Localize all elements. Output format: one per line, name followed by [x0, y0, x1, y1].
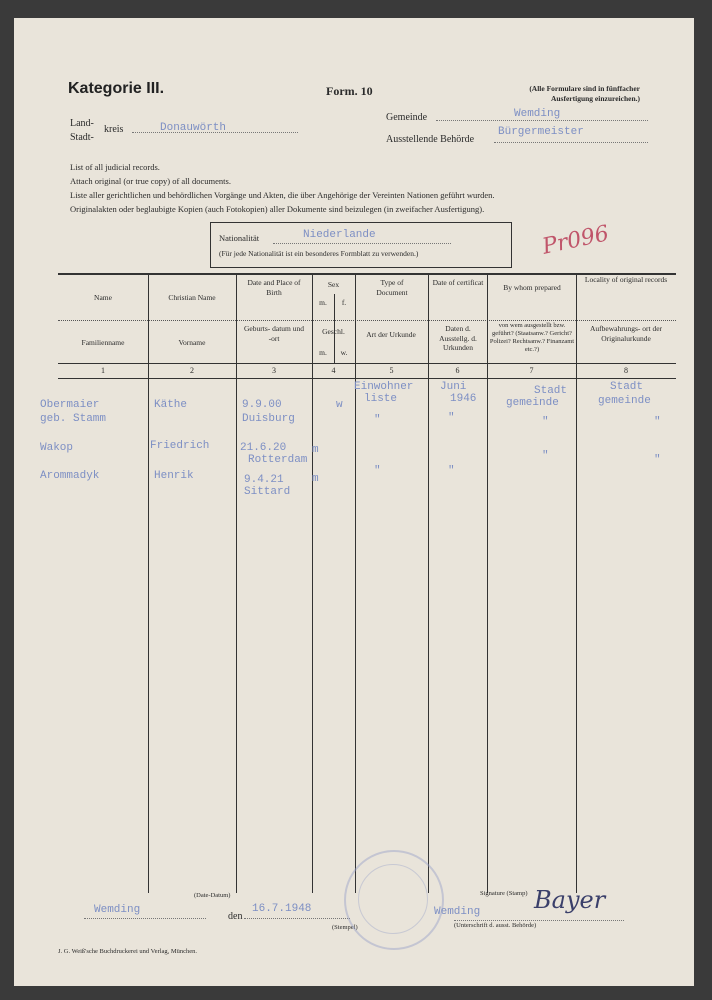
col-number: 1 [101, 366, 105, 375]
col-header-en: Date of certificat [432, 278, 484, 287]
col-header-de: Aufbewahrungs- ort der Originalurkunde [589, 324, 663, 343]
header-bottom-border [58, 363, 676, 364]
col-header-de: Daten d. Ausstellg. d. Urkunden [439, 324, 477, 352]
cell-birth: 21.6.20 [240, 442, 287, 454]
den-label: den [228, 911, 243, 922]
cell-document: " [374, 465, 381, 477]
cell-prepared-by: " [542, 416, 549, 428]
col-sex-female-en: f. [341, 298, 347, 307]
cell-birth-place: Sittard [244, 486, 291, 498]
nationality-label: Nationalität [219, 233, 260, 243]
col-header-de: Familienname [81, 338, 125, 347]
kreis-value: Donauwörth [160, 122, 227, 134]
cell-sex-male: m [312, 473, 319, 485]
cell-vorname: Käthe [154, 399, 188, 411]
cell-vorname: Henrik [154, 470, 194, 482]
instructions [70, 160, 494, 216]
signature-label-de: (Unterschrift d. ausst. Behörde) [454, 922, 537, 929]
land-label: Land- [70, 118, 94, 129]
nationality-value: Niederlande [303, 229, 376, 241]
col-header-en: Sex [327, 280, 340, 289]
instruction-line: Originalakten oder beglaubigte Kopien (auch Fotokopien) aller Dokumente sind beizulegen (in zweifacher Ausfertigung). [70, 204, 485, 214]
cell-locality: " [654, 416, 661, 428]
signature-label: Signature (Stamp) [480, 890, 528, 897]
gemeinde-label: Gemeinde [386, 112, 428, 123]
official-stamp [344, 850, 444, 950]
stempel-label: (Stempel) [332, 924, 358, 931]
instruction-line: Liste aller gerichtlichen und behördlichen Vorgänge und Akten, die über Angehörige der Vereinten Nationen geführt wurden. [70, 190, 495, 200]
cell-document: Einwohner [354, 381, 414, 393]
cell-locality: Stadt [610, 381, 644, 393]
cell-prepared-by: " [542, 450, 549, 462]
col-number: 6 [455, 366, 460, 375]
col-header-en: Date and Place of Birth [247, 278, 301, 297]
col-number: 8 [624, 366, 628, 375]
col-header-en: Type of Document [376, 278, 408, 297]
cell-name: Wakop [40, 442, 74, 454]
official-stamp-inner-ring [358, 864, 428, 934]
cell-date-line2: 1946 [450, 393, 477, 405]
cell-date: " [448, 412, 455, 424]
col-number: 4 [331, 366, 336, 375]
gemeinde-value: Wemding [514, 108, 561, 120]
number-row-bottom-border [58, 378, 676, 379]
red-handwritten-mark: Pr096 [540, 221, 612, 260]
cell-prepared-by: Stadt [534, 385, 568, 397]
cell-birth: 9.4.21 [244, 474, 284, 486]
cell-vorname: Friedrich [150, 440, 210, 452]
place-value: Wemding [94, 904, 141, 916]
instruction-line: List of all judicial records. [70, 162, 160, 172]
cell-name: Arommadyk [40, 470, 100, 482]
cell-document-line2: liste [364, 393, 398, 405]
nationality-box [210, 222, 512, 268]
col-header-de: Geburts- datum und -ort [244, 324, 304, 343]
col-header-de: Art der Urkunde [366, 330, 416, 339]
printer-imprint: J. G. Weiß'sche Buchdruckerei und Verlag, München. [58, 948, 198, 955]
col-header-de: von wem ausgestellt bzw. geführt? (Staatsanw.? Gericht? Polizei? Rechtsanw.? Finanzamt etc.?) [489, 322, 575, 353]
form-number: Form. 10 [326, 84, 373, 98]
col-sex-female-de: w. [340, 348, 348, 357]
col-header-en: Name [94, 293, 112, 302]
cell-date: Juni [440, 381, 467, 393]
signature-typed: Wemding [434, 906, 481, 918]
cell-birth-place: Rotterdam [248, 454, 308, 466]
kreis-label: kreis [104, 124, 124, 135]
cell-locality-line2: gemeinde [598, 395, 651, 407]
form-sheet [14, 18, 694, 986]
col-number: 2 [190, 366, 194, 375]
col-header-en: By whom prepared [503, 283, 561, 292]
col-number: 5 [389, 366, 394, 375]
cell-document: " [374, 414, 381, 426]
header-divider [58, 320, 676, 321]
cell-prepared-by-line2: gemeinde [506, 397, 559, 409]
date-value: 16.7.1948 [252, 903, 312, 915]
col-header-de: Geschl. [322, 327, 345, 336]
cell-sex-female: w [336, 399, 343, 411]
col-number: 3 [272, 366, 276, 375]
col-header-en: Christian Name [168, 293, 216, 302]
cell-birth: 9.9.00 [242, 399, 282, 411]
col-number: 7 [529, 366, 534, 375]
cell-name: Obermaier [40, 399, 100, 411]
col-sex-male-de: m. [319, 348, 327, 357]
category-title: Kategorie III. [68, 80, 165, 97]
cell-name-line2: geb. Stamm [40, 413, 107, 425]
behoerde-value: Bürgermeister [498, 126, 584, 138]
copies-note-line2: Ausfertigung einzureichen.) [550, 94, 640, 103]
col-sex-male-en: m. [319, 298, 327, 307]
copies-note [464, 84, 640, 104]
behoerde-label: Ausstellende Behörde [386, 134, 475, 145]
cell-sex-male: m [312, 444, 319, 456]
stadt-label: Stadt- [70, 132, 94, 143]
col-header-en: Locality of original records [584, 275, 668, 284]
cell-locality: " [654, 454, 661, 466]
instruction-line: Attach original (or true copy) of all documents. [70, 176, 231, 186]
date-label: (Date-Datum) [194, 892, 231, 899]
copies-note-line1: (Alle Formulare sind in fünffacher [529, 84, 640, 93]
nationality-note: (Für jede Nationalität ist ein besonderes Formblatt zu verwenden.) [219, 249, 419, 258]
col-header-de: Vorname [178, 338, 206, 347]
cell-date: " [448, 465, 455, 477]
handwritten-signature: Bayer [534, 886, 606, 914]
cell-birth-place: Duisburg [242, 413, 295, 425]
